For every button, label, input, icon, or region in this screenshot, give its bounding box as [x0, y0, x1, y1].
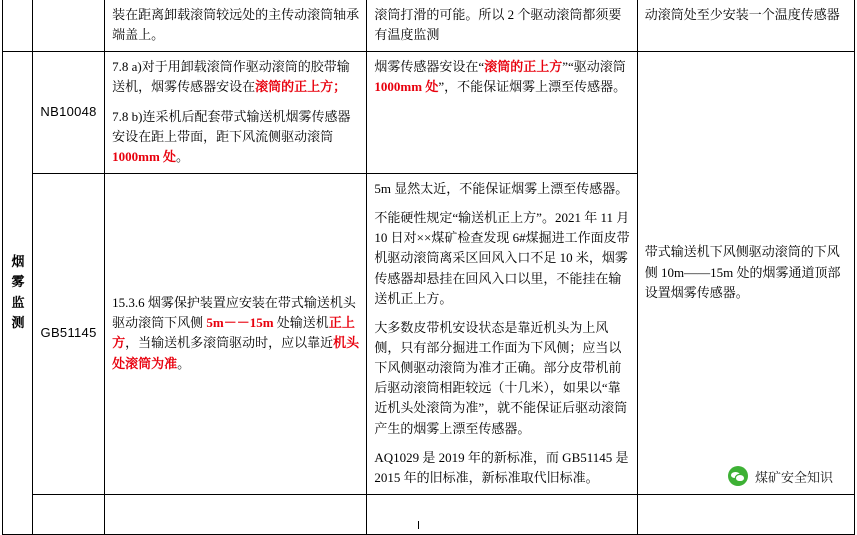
watermark-badge — [722, 463, 839, 489]
standard-paragraph: 7.8 b)连采机后配套带式输送机烟雾传感器安设在距上带面，距下风流侧驱动滚筒 1000mm 处。 — [112, 108, 351, 164]
cell-analysis-gb51145 — [367, 173, 637, 494]
cell-conclusion-merged — [637, 52, 854, 495]
standard-text-cut: 装在距离卸载滚筒较远处的主传动滚筒轴承端盖上。 — [112, 7, 360, 43]
cell-standard-cut — [105, 0, 367, 52]
standard-code-text: GB51145 — [40, 325, 97, 341]
page-bottom-tick — [418, 521, 419, 529]
watermark-text: 煤矿安全知识 — [754, 469, 833, 485]
cell-analysis-cut — [367, 0, 637, 52]
table-row-empty — [3, 494, 855, 534]
cell-conclusion-cut — [637, 0, 854, 52]
cell-code-gb51145 — [33, 173, 105, 494]
cell-standard-nb10048 — [105, 52, 367, 174]
cell-code-empty — [33, 494, 105, 534]
table-row-nb10048 — [3, 52, 855, 174]
table-row — [3, 0, 855, 52]
cell-code-nb10048 — [33, 52, 105, 174]
standard-code-text: NB10048 — [40, 104, 97, 120]
cell-standard-gb51145 — [105, 173, 367, 494]
cell-category-cut — [3, 0, 33, 52]
analysis-paragraph: 烟雾传感器安设在“滚筒的正上方”“驱动滚筒 1000mm 处”，不能保证烟雾上漂至传感器。 — [374, 59, 627, 95]
category-label-text: 烟雾监测 — [11, 254, 25, 330]
standard-paragraph: 15.3.6 烟雾保护装置应安装在带式输送机头驱动滚筒下风侧 5m－－15m 处输送机正上方，当输送机多滚筒驱动时，应以靠近机头处滚筒为准。 — [112, 295, 360, 371]
standard-paragraph: 7.8 a)对于用卸载滚筒作驱动滚筒的胶带输送机，烟雾传感器安设在滚筒的正上方； — [112, 59, 350, 95]
analysis-paragraph: 不能硬性规定“输送机正上方”。2021 年 11 月 10 日对××煤矿检查发现 6#煤掘进工作面皮带机驱动滚筒离采区回风入口不足 10 米，烟雾传感器却悬挂在回风入口以里，不能挂在输送机正上方。 — [374, 210, 630, 306]
standards-comparison-table — [2, 0, 855, 535]
wechat-icon — [728, 466, 748, 486]
cell-conclusion-empty — [637, 494, 854, 534]
conclusion-text-cut: 动滚筒处至少安装一个温度传感器 — [644, 7, 840, 22]
analysis-paragraph: AQ1029 是 2019 年的新标准，而 GB51145 是 2015 年的旧标准，新标准取代旧标准。 — [374, 449, 629, 485]
cell-analysis-nb10048 — [367, 52, 637, 174]
conclusion-paragraph: 带式输送机下风侧驱动滚筒的下风侧 10m——15m 处的烟雾通道顶部设置烟雾传感器。 — [644, 244, 841, 300]
analysis-paragraph: 5m 显然太近，不能保证烟雾上漂至传感器。 — [374, 180, 629, 196]
analysis-text-cut: 滚筒打滑的可能。所以 2 个驱动滚筒都须要有温度监测 — [374, 7, 622, 43]
cell-category-label — [3, 52, 33, 535]
cell-standard-empty — [105, 494, 367, 534]
analysis-paragraph: 大多数皮带机安设状态是靠近机头为上风侧，只有部分掘进工作面为下风侧；应当以下风侧驱动滚筒为准才正确。部分皮带机前后驱动滚筒相距较远（十几米），如果以“靠近机头处滚筒为准”，就不能保证后驱动滚筒产生的烟雾上漂至传感器。 — [374, 319, 628, 436]
cell-code-cut — [33, 0, 105, 52]
cell-analysis-empty — [367, 494, 637, 534]
